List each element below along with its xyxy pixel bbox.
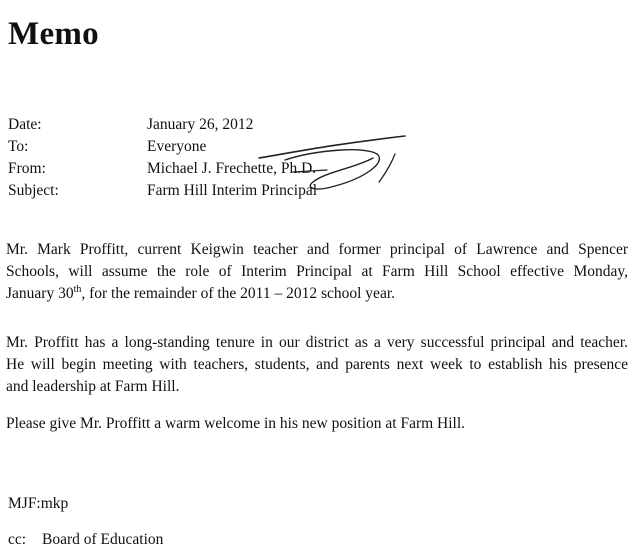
signature-stroke-tail <box>379 154 395 182</box>
to-label: To: <box>8 138 29 155</box>
paragraph-1-line-1: Mr. Mark Proffitt, current Keigwin teacher and former principal of Lawrence and Spencer <box>6 241 628 258</box>
date-row <box>8 117 253 133</box>
paragraph-1-line-2: Schools, will assume the role of Interim Principal at Farm Hill School effective Monday, <box>6 263 628 280</box>
date-start-text: January 30 <box>6 285 74 302</box>
signature-stroke-strike <box>293 170 327 172</box>
cc-value: Board of Education <box>42 531 164 548</box>
cc-label: cc: <box>8 531 27 548</box>
date-label: Date: <box>8 116 42 133</box>
signature-stroke-loop <box>285 150 379 189</box>
ordinal-suffix: th <box>73 284 82 295</box>
paragraph-2-line-1: Mr. Proffitt has a long-standing tenure in our district as a very successful principal and teacher. <box>6 334 628 351</box>
to-row <box>8 139 206 155</box>
from-value: Michael J. Frechette, Ph.D. <box>147 160 317 177</box>
signature-stroke-upper <box>259 136 405 158</box>
paragraph-2-line-2: He will begin meeting with teachers, students, and parents next week to establish his presence <box>6 356 628 373</box>
paragraph-2-line-3: and leadership at Farm Hill. <box>6 378 180 395</box>
date-end-text: , for the remainder of the 2011 – 2012 school year. <box>81 285 395 302</box>
from-label: From: <box>8 160 46 177</box>
body-paragraph-2 <box>6 332 628 398</box>
typist-initials: MJF:mkp <box>8 495 69 512</box>
subject-value: Farm Hill Interim Principal <box>147 182 318 199</box>
signature-initials <box>255 128 415 200</box>
memo-title: Memo <box>8 16 99 52</box>
paragraph-1-line-3 <box>6 283 628 305</box>
cc-row <box>8 532 163 548</box>
subject-label: Subject: <box>8 182 59 199</box>
date-value: January 26, 2012 <box>147 116 254 133</box>
body-paragraph-3 <box>6 413 628 435</box>
to-value: Everyone <box>147 138 207 155</box>
body-paragraph-1 <box>6 239 628 305</box>
paragraph-3-line-1: Please give Mr. Proffitt a warm welcome in his new position at Farm Hill. <box>6 415 466 432</box>
